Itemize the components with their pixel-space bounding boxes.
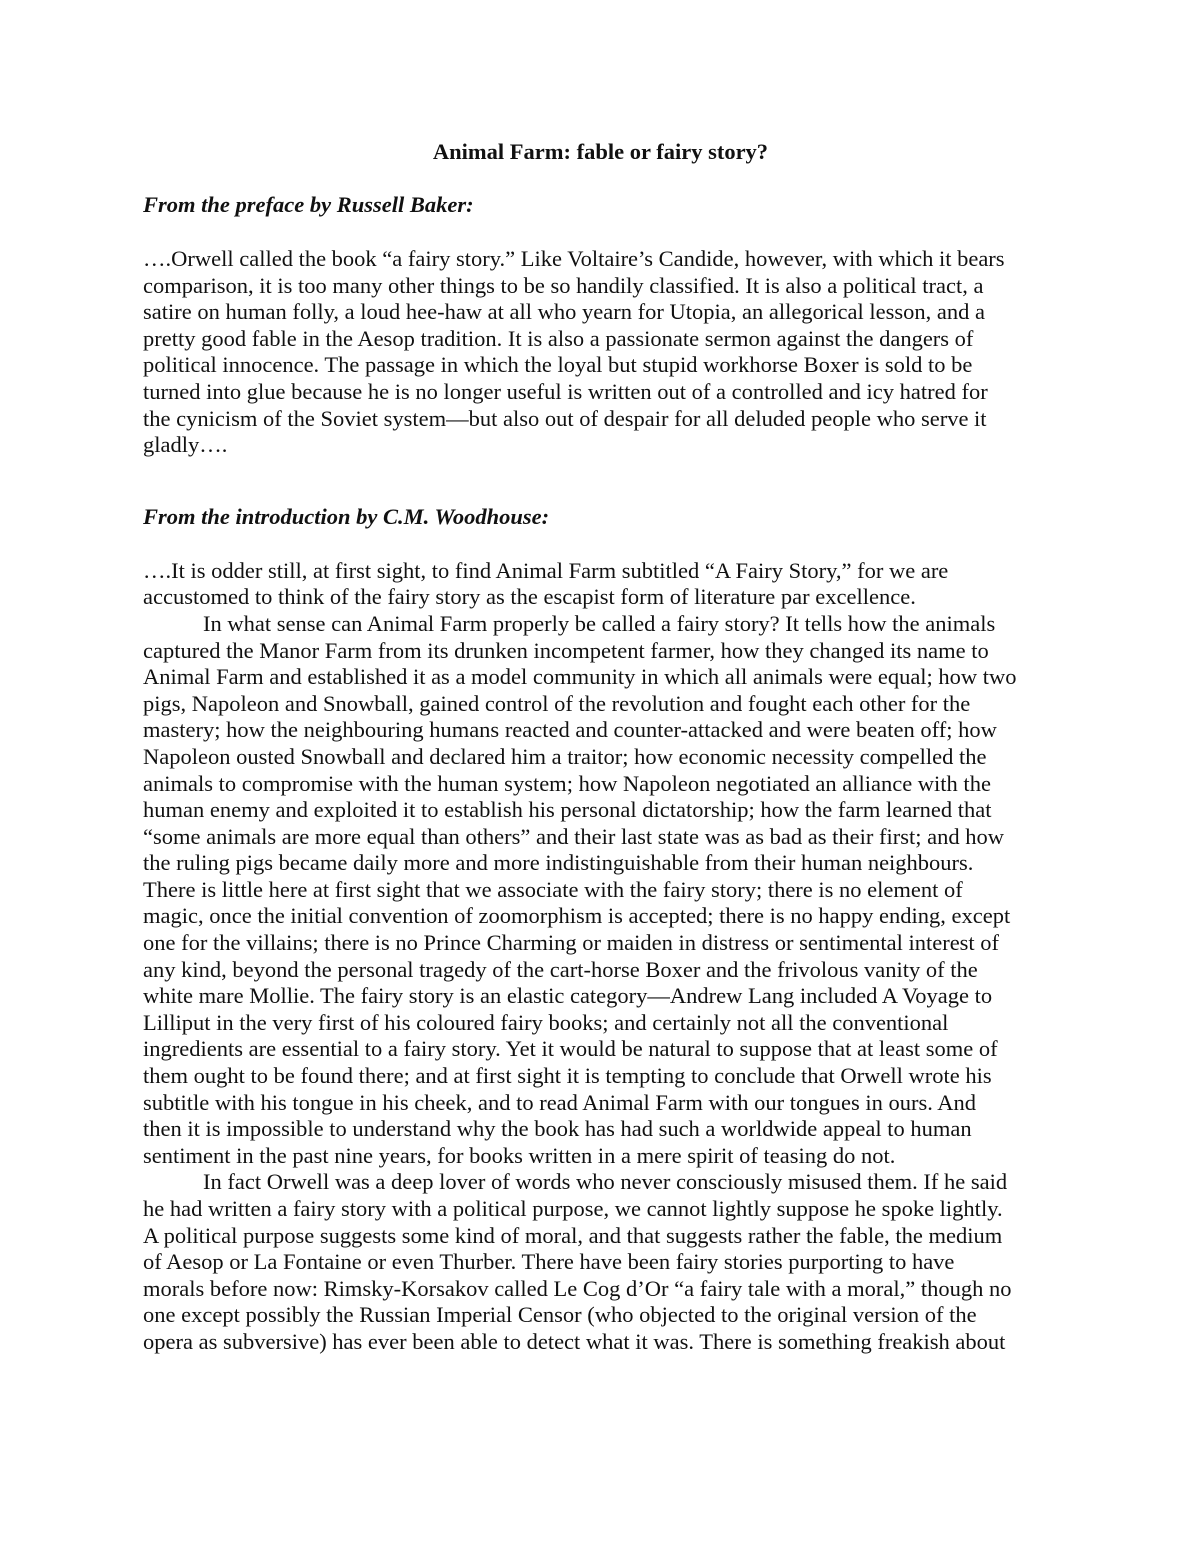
text-line: animals to compromise with the human system; how Napoleon negotiated an alliance with the bbox=[143, 770, 991, 796]
text-line: human enemy and exploited it to establish his personal dictatorship; how the farm learned that bbox=[143, 797, 992, 823]
text-line: “some animals are more equal than others” and their last state was as bad as their first; and how bbox=[143, 823, 1004, 849]
text-line: political innocence. The passage in which the loyal but stupid workhorse Boxer is sold to be bbox=[143, 352, 973, 378]
document-title: Animal Farm: fable or fairy story? bbox=[432, 139, 769, 164]
preface-heading: From the preface by Russell Baker: bbox=[143, 192, 474, 217]
text-line: any kind, beyond the personal tragedy of the cart-horse Boxer and the frivolous vanity of the bbox=[143, 956, 978, 982]
document-body bbox=[143, 138, 1058, 1356]
text-line: the cynicism of the Soviet system—but also out of despair for all deluded people who serve it bbox=[143, 405, 987, 431]
text-line: then it is impossible to understand why the book has had such a worldwide appeal to human bbox=[143, 1116, 972, 1142]
text-line: subtitle with his tongue in his cheek, and to read Animal Farm with our tongues in ours. And bbox=[143, 1089, 977, 1115]
text-line: opera as subversive) has ever been able to detect what it was. There is something freakish about bbox=[143, 1328, 1006, 1354]
preface-text bbox=[143, 246, 1058, 459]
introduction-heading: From the introduction by C.M. Woodhouse: bbox=[143, 503, 550, 529]
text-line: accustomed to think of the fairy story as the escapist form of literature par excellence. bbox=[143, 584, 916, 610]
text-line: mastery; how the neighbouring humans reacted and counter-attacked and were beaten off; how bbox=[143, 717, 997, 743]
text-line: he had written a fairy story with a political purpose, we cannot lightly suppose he spoke lightly. bbox=[143, 1196, 1003, 1221]
introduction-text bbox=[143, 558, 1058, 1356]
text-line: There is little here at first sight that we associate with the fairy story; there is no element of bbox=[143, 876, 963, 902]
text-line: the ruling pigs became daily more and more indistinguishable from their human neighbours. bbox=[143, 850, 974, 876]
text-line: turned into glue because he is no longer useful is written out of a controlled and icy hatred for bbox=[143, 378, 988, 404]
preface-section bbox=[143, 191, 1058, 459]
text-line: comparison, it is too many other things to be so handily classified. It is also a political tract, a bbox=[143, 272, 984, 298]
text-line: pretty good fable in the Aesop tradition. It is also a passionate sermon against the dangers of bbox=[143, 325, 974, 351]
text-line: In what sense can Animal Farm properly be called a fairy story? It tells how the animals bbox=[203, 610, 996, 636]
text-line: them ought to be found there; and at first sight it is tempting to conclude that Orwell wrote his bbox=[143, 1063, 992, 1089]
text-line: pigs, Napoleon and Snowball, gained control of the revolution and fought each other for the bbox=[143, 690, 971, 716]
text-line: one for the villains; there is no Prince Charming or maiden in distress or sentimental interest of bbox=[143, 930, 1000, 956]
text-line: ….Orwell called the book “a fairy story.” Like Voltaire’s Candide, however, with which it bears bbox=[143, 246, 1005, 271]
text-line: one except possibly the Russian Imperial Censor (who objected to the original version of the bbox=[143, 1302, 977, 1328]
text-line: sentiment in the past nine years, for books written in a mere spirit of teasing do not. bbox=[143, 1142, 896, 1168]
text-line: of Aesop or La Fontaine or even Thurber. There have been fairy stories purporting to have bbox=[143, 1249, 955, 1275]
text-line: white mare Mollie. The fairy story is an elastic category—Andrew Lang included A Voyage to bbox=[143, 983, 993, 1009]
text-line: In fact Orwell was a deep lover of words who never consciously misused them. If he said bbox=[203, 1169, 1008, 1195]
text-line: morals before now: Rimsky-Korsakov called Le Cog d’Or “a fairy tale with a moral,” though no bbox=[143, 1275, 1012, 1301]
text-line: Lilliput in the very first of his coloured fairy books; and certainly not all the conventional bbox=[143, 1009, 949, 1035]
text-line: ….It is odder still, at first sight, to find Animal Farm subtitled “A Fairy Story,” for we are bbox=[143, 557, 949, 583]
text-line: Napoleon ousted Snowball and declared him a traitor; how economic necessity compelled the bbox=[143, 743, 987, 769]
text-line: ingredients are essential to a fairy story. Yet it would be natural to suppose that at least some of bbox=[143, 1036, 998, 1062]
text-line: captured the Manor Farm from its drunken incompetent farmer, how they changed its name to bbox=[143, 637, 989, 663]
text-line: satire on human folly, a loud hee-haw at all who yearn for Utopia, an allegorical lesson, and a bbox=[143, 299, 986, 325]
introduction-section bbox=[143, 503, 1058, 1356]
text-line: magic, once the initial convention of zoomorphism is accepted; there is no happy ending, except bbox=[143, 903, 1011, 929]
text-line: Animal Farm and established it as a model community in which all animals were equal; how two bbox=[143, 664, 1017, 690]
text-line: A political purpose suggests some kind of moral, and that suggests rather the fable, the medium bbox=[143, 1222, 1003, 1248]
text-line: gladly…. bbox=[143, 432, 228, 458]
